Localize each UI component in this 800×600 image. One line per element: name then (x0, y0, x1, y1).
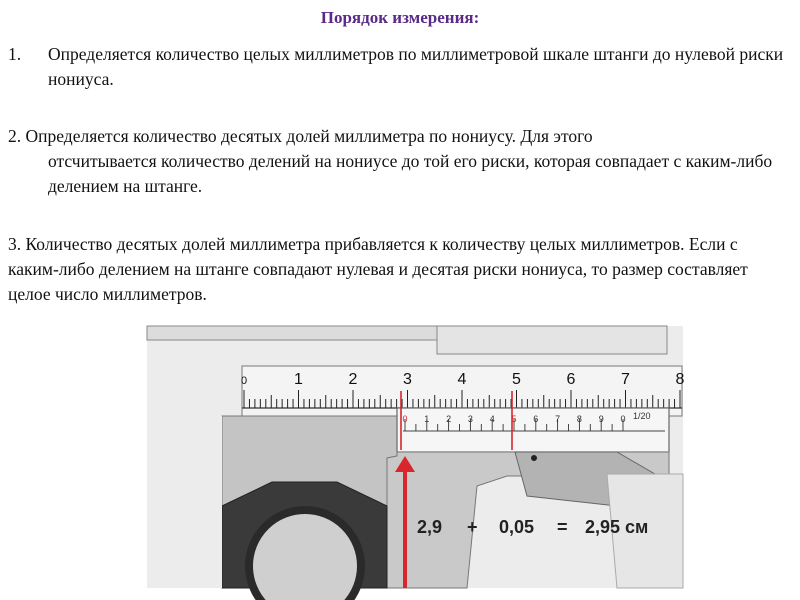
slider-top (437, 326, 667, 354)
page-title: Порядок измерения: (320, 8, 480, 27)
screw-dot (531, 455, 537, 461)
caliper-illustration (147, 326, 683, 588)
vernier-label: 8 (576, 414, 582, 424)
step-3-text: 3. Количество десятых долей миллиметра прибавляется к количеству целых миллиметров. Если с каким-либо делением на штанге совпадают нулевая и десятая риски нониуса, то размер составляет целое число миллиметров. (8, 234, 748, 304)
equation-result: 2,95 см (585, 517, 649, 537)
vernier-label: 9 (598, 414, 604, 424)
nut-hole (249, 510, 361, 600)
vernier-label: 0 (402, 414, 408, 424)
main-scale-label: 6 (566, 371, 576, 388)
main-scale-label: 5 (512, 371, 521, 388)
main-scale-label: 8 (675, 371, 685, 388)
left-margin (147, 416, 222, 588)
step-2 (8, 124, 788, 199)
equation-whole: 2,9 (417, 517, 443, 537)
step-2-line-1: 2. Определяется количество десятых долей миллиметра по нониусу. Для этого (8, 126, 593, 146)
caliper-svg (147, 326, 683, 588)
main-scale-label: 7 (621, 371, 630, 388)
equation-plus: + (467, 517, 478, 537)
vernier-label: 0 (620, 414, 626, 424)
top-rail (147, 326, 437, 340)
step-1-number: 1. (8, 44, 22, 64)
vernier-note: 1/20 (633, 411, 651, 421)
main-scale-label: 2 (348, 371, 358, 388)
vernier-label: 1 (424, 414, 430, 424)
vernier-label: 5 (511, 414, 517, 424)
vernier-label: 4 (489, 414, 495, 424)
main-scale-label: 4 (457, 371, 467, 388)
vernier-label: 2 (446, 414, 452, 424)
vernier-label: 6 (533, 414, 539, 424)
step-2-rest: отсчитывается количество делений на нониусе до той его риски, которая совпадает с каким-либо делением на штанге. (48, 151, 773, 196)
main-scale-label: 0 (240, 375, 248, 387)
equation-fraction: 0,05 (499, 517, 535, 537)
main-scale-label: 3 (403, 371, 412, 388)
step-1-text: Определяется количество целых миллиметров по миллиметровой шкале штанги до нулевой риски нониуса. (48, 44, 784, 89)
main-scale-label: 1 (294, 371, 303, 388)
equation-equals: = (557, 517, 568, 537)
vernier-label: 3 (467, 414, 473, 424)
vernier-label: 7 (555, 414, 561, 424)
